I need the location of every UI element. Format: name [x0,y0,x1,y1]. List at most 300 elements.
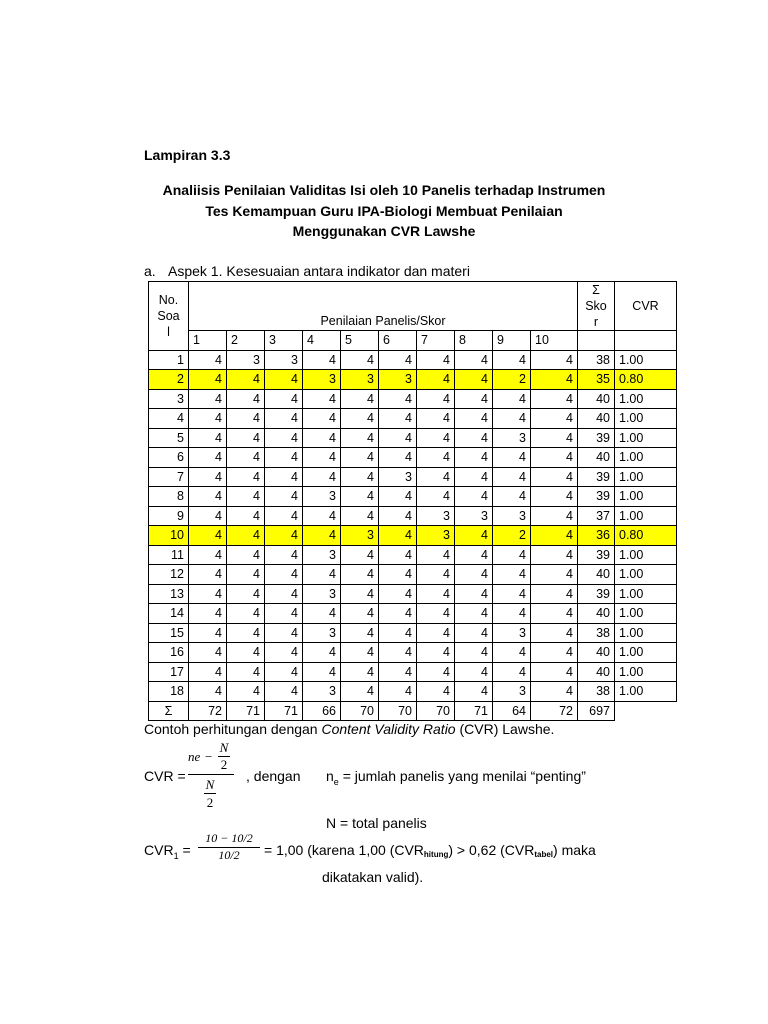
score-cell: 4 [303,409,341,429]
score-cell: 4 [417,545,455,565]
score-cell: 4 [265,487,303,507]
score-cell: 4 [417,643,455,663]
result-a: = 1,00 (karena 1,00 (CVR [264,842,424,858]
total-cell: 71 [227,701,265,721]
ne-n: n [326,768,334,784]
score-cell: 4 [227,662,265,682]
score-cell: 4 [379,526,417,546]
score-cell: 4 [379,487,417,507]
row-number: 11 [149,545,189,565]
row-sum: 39 [578,487,615,507]
header-soal-1: No. [158,292,179,307]
score-cell: 4 [455,643,493,663]
total-cell: 70 [417,701,455,721]
title-line-2: Tes Kemampuan Guru IPA-Biologi Membuat Penilaian [205,202,563,219]
score-cell: 4 [303,506,341,526]
table-row [149,389,677,409]
score-cell: 4 [265,545,303,565]
valid-text: dikatakan valid). [322,869,424,885]
totals-label: Σ [149,701,189,721]
score-cell: 4 [303,448,341,468]
row-number: 17 [149,662,189,682]
score-cell: 4 [379,682,417,702]
N-definition: N = total panelis [326,815,427,831]
panelis-number: 10 [531,331,578,351]
score-cell: 3 [341,526,379,546]
header-skor-blank [578,331,615,351]
score-cell: 4 [455,545,493,565]
score-cell: 4 [265,428,303,448]
score-cell: 4 [227,584,265,604]
total-cell: 71 [265,701,303,721]
totals-blank [615,701,677,721]
score-cell: 4 [531,584,578,604]
score-cell: 4 [189,526,227,546]
aspek-letter: a. [144,263,156,279]
panelis-number: 6 [379,331,417,351]
score-cell: 4 [379,584,417,604]
row-sum: 40 [578,662,615,682]
total-cell: 72 [189,701,227,721]
score-cell: 4 [303,350,341,370]
score-cell: 4 [303,662,341,682]
score-cell: 2 [493,370,531,390]
score-cell: 4 [189,370,227,390]
row-sum: 39 [578,467,615,487]
aspek-text: Aspek 1. Kesesuaian antara indikator dan materi [168,263,470,279]
score-cell: 4 [341,389,379,409]
score-cell: 3 [227,350,265,370]
score-cell: 4 [417,350,455,370]
score-cell: 4 [265,389,303,409]
table-row [149,682,677,702]
score-cell: 4 [379,604,417,624]
score-cell: 3 [303,584,341,604]
score-cell: 4 [189,467,227,487]
row-cvr: 1.00 [615,448,677,468]
score-cell: 4 [455,662,493,682]
result-c: ) maka [553,842,596,858]
score-cell: 4 [227,389,265,409]
score-cell: 4 [265,682,303,702]
table-row [149,545,677,565]
row-cvr: 1.00 [615,584,677,604]
score-cell: 4 [341,487,379,507]
cvr1-denominator: 10/2 [218,848,240,862]
score-cell: 4 [189,506,227,526]
score-cell: 4 [265,409,303,429]
row-number: 5 [149,428,189,448]
score-cell: 4 [417,467,455,487]
score-cell: 4 [341,506,379,526]
score-cell: 4 [227,487,265,507]
row-sum: 39 [578,584,615,604]
contoh-suffix: (CVR) Lawshe. [455,721,555,737]
score-cell: 4 [341,604,379,624]
score-cell: 4 [379,428,417,448]
score-cell: 4 [417,623,455,643]
score-cell: 4 [531,682,578,702]
contoh-text [144,721,554,737]
table-row [149,467,677,487]
score-cell: 4 [189,682,227,702]
row-cvr: 1.00 [615,506,677,526]
score-cell: 4 [227,565,265,585]
score-cell: 4 [493,584,531,604]
row-cvr: 1.00 [615,409,677,429]
score-cell: 4 [531,428,578,448]
score-cell: 3 [493,428,531,448]
row-number: 13 [149,584,189,604]
score-cell: 4 [455,565,493,585]
score-cell: 4 [379,565,417,585]
score-cell: 4 [265,643,303,663]
header-skor-3: r [593,315,599,329]
table-row [149,584,677,604]
row-number: 6 [149,448,189,468]
table-row [149,565,677,585]
score-cell: 4 [379,506,417,526]
score-cell: 4 [455,467,493,487]
table-row [149,506,677,526]
score-cell: 4 [227,623,265,643]
score-cell: 4 [531,467,578,487]
score-cell: 3 [417,526,455,546]
row-number: 4 [149,409,189,429]
score-cell: 4 [341,565,379,585]
score-cell: 4 [493,662,531,682]
contoh-prefix: Contoh perhitungan dengan [144,721,322,737]
table-row [149,448,677,468]
header-soal-3: l [167,324,170,339]
formula-numerator [188,740,238,774]
formula-denominator [188,775,238,811]
score-cell: 4 [227,604,265,624]
score-cell: 3 [303,370,341,390]
score-cell: 4 [379,623,417,643]
score-cell: 4 [227,643,265,663]
score-cell: 4 [379,389,417,409]
row-number: 9 [149,506,189,526]
table-row [149,604,677,624]
table-row [149,643,677,663]
score-cell: 3 [265,350,303,370]
formula-ne: ne [188,749,201,764]
panelis-number: 3 [265,331,303,351]
row-cvr: 1.00 [615,467,677,487]
cvr1-label [144,842,191,861]
score-cell: 4 [303,526,341,546]
row-sum: 36 [578,526,615,546]
score-cell: 4 [341,545,379,565]
formula-fraction [188,740,238,811]
score-cell: 4 [455,604,493,624]
row-sum: 38 [578,623,615,643]
score-cell: 4 [265,448,303,468]
table-row [149,662,677,682]
score-cell: 4 [227,545,265,565]
score-cell: 4 [303,565,341,585]
score-cell: 3 [493,623,531,643]
score-cell: 4 [531,662,578,682]
score-cell: 4 [417,565,455,585]
row-sum: 40 [578,604,615,624]
score-cell: 4 [265,623,303,643]
score-cell: 3 [455,506,493,526]
score-cell: 4 [531,604,578,624]
score-cell: 4 [455,526,493,546]
table-row [149,526,677,546]
score-cell: 4 [341,662,379,682]
formula-den-two: 2 [206,795,214,810]
score-cell: 4 [493,487,531,507]
score-cell: 4 [265,604,303,624]
header-skor-1: Σ [592,283,600,297]
score-cell: 3 [493,506,531,526]
panelis-header-row [149,331,677,351]
score-cell: 4 [189,428,227,448]
score-cell: 3 [303,487,341,507]
row-cvr: 0.80 [615,370,677,390]
lampiran-label: Lampiran 3.3 [144,147,231,163]
formula-den-N: N [205,777,215,792]
score-cell: 4 [189,350,227,370]
row-sum: 39 [578,428,615,448]
title-line-3: Menggunakan CVR Lawshe [292,223,476,239]
panelis-number: 5 [341,331,379,351]
score-cell: 4 [227,370,265,390]
score-cell: 4 [189,643,227,663]
grand-total: 697 [578,701,615,721]
row-sum: 38 [578,350,615,370]
score-cell: 4 [455,409,493,429]
header-soal [149,282,189,351]
score-cell: 4 [531,448,578,468]
header-row [149,282,677,331]
score-cell: 4 [341,350,379,370]
ne-rest: = jumlah panelis yang menilai “penting” [338,768,586,784]
score-cell: 4 [417,389,455,409]
table-row [149,409,677,429]
score-cell: 4 [493,565,531,585]
score-cell: 4 [531,565,578,585]
row-number: 1 [149,350,189,370]
score-cell: 4 [341,584,379,604]
hitung-sub: hitung [423,850,449,859]
row-sum: 39 [578,545,615,565]
cvr-label: CVR = [144,768,186,784]
row-cvr: 1.00 [615,682,677,702]
score-cell: 4 [531,506,578,526]
score-cell: 4 [417,448,455,468]
row-cvr: 1.00 [615,350,677,370]
score-cell: 4 [379,545,417,565]
table-row [149,623,677,643]
score-cell: 4 [417,428,455,448]
total-cell: 72 [531,701,578,721]
row-number: 3 [149,389,189,409]
score-cell: 4 [455,487,493,507]
score-cell: 4 [379,448,417,468]
formula-num-two: 2 [220,757,228,772]
score-cell: 4 [417,584,455,604]
table-row [149,487,677,507]
table-row [149,370,677,390]
score-cell: 4 [417,370,455,390]
score-cell: 4 [265,467,303,487]
row-sum: 37 [578,506,615,526]
score-cell: 4 [455,682,493,702]
result-b: ) > 0,62 (CVR [448,842,535,858]
score-cell: 4 [341,682,379,702]
score-cell: 4 [303,643,341,663]
row-number: 7 [149,467,189,487]
total-cell: 70 [379,701,417,721]
score-cell: 4 [341,467,379,487]
header-skor-2: Sko [585,299,607,313]
score-cell: 3 [303,682,341,702]
score-cell: 4 [303,389,341,409]
row-sum: 40 [578,409,615,429]
aspek-heading [144,263,470,279]
totals-row [149,701,677,721]
score-cell: 4 [227,506,265,526]
score-cell: 4 [341,623,379,643]
score-cell: 4 [189,389,227,409]
panelis-number: 4 [303,331,341,351]
cvr1-sub: 1 [173,850,179,861]
score-cell: 4 [417,682,455,702]
score-cell: 3 [417,506,455,526]
score-cell: 4 [455,370,493,390]
score-cell: 2 [493,526,531,546]
row-cvr: 1.00 [615,643,677,663]
score-cell: 4 [531,526,578,546]
score-cell: 4 [189,448,227,468]
score-cell: 4 [493,389,531,409]
row-cvr: 1.00 [615,545,677,565]
row-sum: 40 [578,565,615,585]
row-number: 8 [149,487,189,507]
total-cell: 71 [455,701,493,721]
score-cell: 4 [341,448,379,468]
header-skor [578,282,615,331]
score-cell: 4 [455,350,493,370]
score-cell: 4 [417,662,455,682]
row-cvr: 1.00 [615,428,677,448]
score-cell: 4 [455,389,493,409]
score-cell: 4 [341,428,379,448]
score-cell: 4 [265,565,303,585]
title-line-1: Analiisis Penilaian Validitas Isi oleh 10 Panelis terhadap Instrumen [162,182,606,198]
score-cell: 4 [493,448,531,468]
score-cell: 4 [417,604,455,624]
row-number: 10 [149,526,189,546]
panelis-number: 8 [455,331,493,351]
row-sum: 40 [578,643,615,663]
score-cell: 4 [531,350,578,370]
ne-sub: e [333,776,339,787]
score-cell: 4 [417,409,455,429]
row-cvr: 1.00 [615,389,677,409]
score-cell: 4 [227,682,265,702]
score-cell: 4 [303,428,341,448]
row-number: 15 [149,623,189,643]
cvr1-eq: = [178,842,191,858]
contoh-italic: Content Validity Ratio [321,721,456,737]
score-cell: 4 [531,389,578,409]
row-number: 14 [149,604,189,624]
score-cell: 4 [227,448,265,468]
cvr1-numerator: 10 − 10/2 [198,831,260,848]
cvr-table [148,281,677,721]
total-cell: 66 [303,701,341,721]
table-row [149,428,677,448]
score-cell: 4 [341,409,379,429]
total-cell: 70 [341,701,379,721]
score-cell: 4 [531,487,578,507]
score-cell: 4 [265,662,303,682]
header-cvr: CVR [615,282,677,331]
table-row [149,350,677,370]
row-cvr: 1.00 [615,662,677,682]
score-cell: 3 [379,370,417,390]
score-cell: 4 [265,526,303,546]
score-cell: 4 [303,604,341,624]
row-number: 12 [149,565,189,585]
score-cell: 3 [303,623,341,643]
total-cell: 64 [493,701,531,721]
score-cell: 4 [531,370,578,390]
score-cell: 4 [417,487,455,507]
document-title [120,180,648,242]
score-cell: 4 [189,487,227,507]
score-cell: 4 [189,565,227,585]
row-cvr: 1.00 [615,487,677,507]
score-cell: 4 [189,604,227,624]
row-cvr: 1.00 [615,623,677,643]
row-number: 16 [149,643,189,663]
score-cell: 4 [303,467,341,487]
score-cell: 4 [341,643,379,663]
row-sum: 40 [578,389,615,409]
score-cell: 4 [227,467,265,487]
score-cell: 4 [189,584,227,604]
score-cell: 4 [455,584,493,604]
score-cell: 3 [493,682,531,702]
score-cell: 4 [265,584,303,604]
row-sum: 35 [578,370,615,390]
score-cell: 4 [493,604,531,624]
panelis-number: 7 [417,331,455,351]
row-cvr: 0.80 [615,526,677,546]
score-cell: 3 [379,467,417,487]
score-cell: 4 [531,545,578,565]
row-cvr: 1.00 [615,604,677,624]
score-cell: 4 [455,623,493,643]
row-number: 18 [149,682,189,702]
score-cell: 4 [493,350,531,370]
score-cell: 4 [455,448,493,468]
row-sum: 40 [578,448,615,468]
score-cell: 4 [531,643,578,663]
cvr1-fraction [198,831,260,863]
score-cell: 4 [227,526,265,546]
panelis-number: 1 [189,331,227,351]
header-soal-2: Soa [157,308,180,323]
panelis-number: 9 [493,331,531,351]
score-cell: 4 [189,545,227,565]
